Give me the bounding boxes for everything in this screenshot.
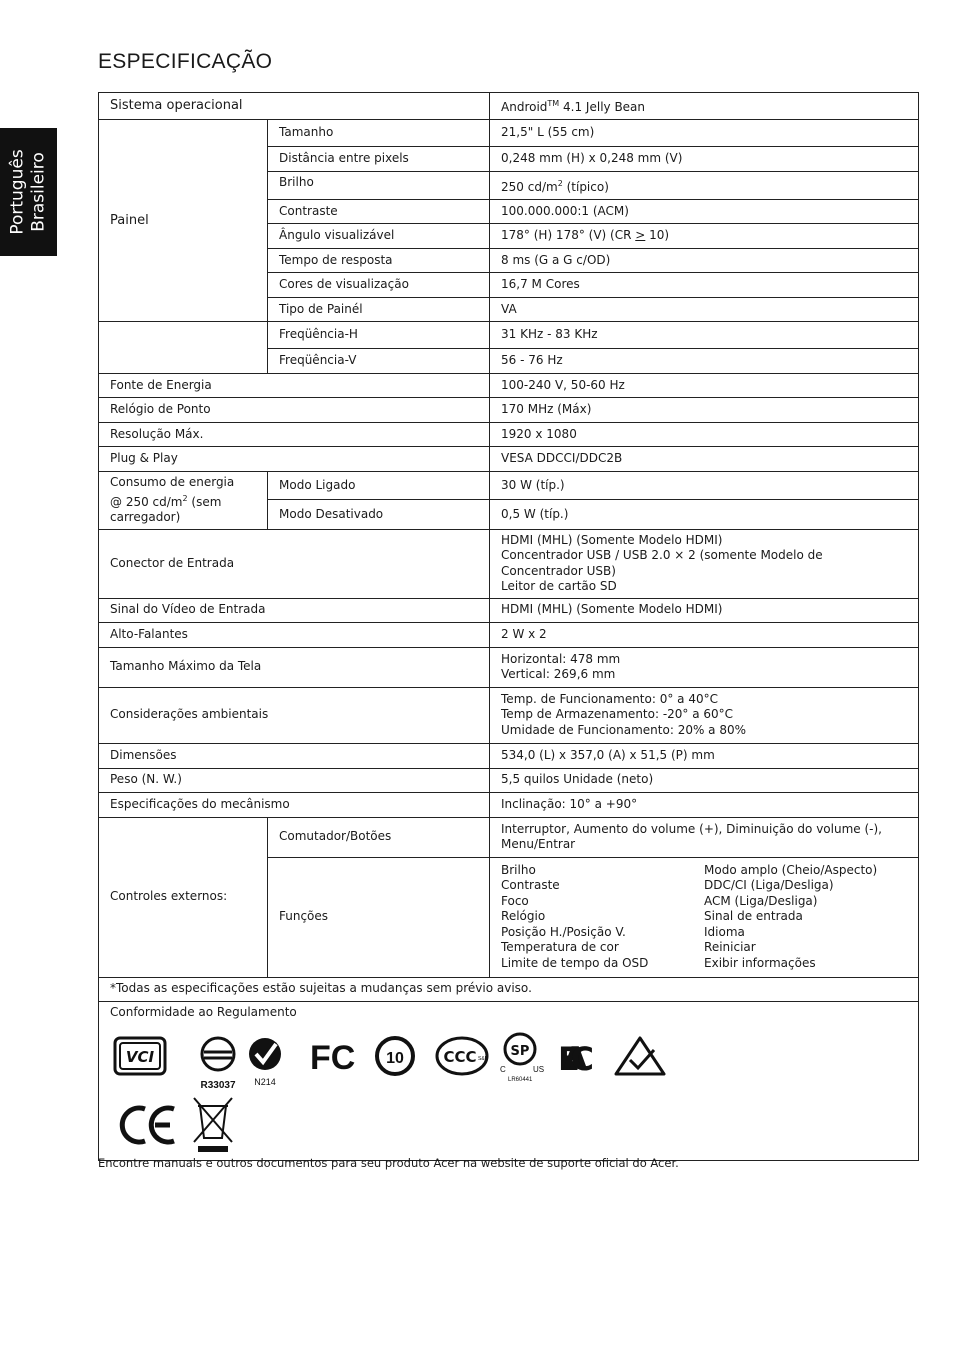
- spec-label: Plug & Play: [99, 447, 490, 472]
- table-row: [99, 472, 919, 500]
- panel-label: Painel: [99, 120, 268, 322]
- panel-item-label: Brilho: [268, 172, 490, 200]
- svg-text:10: 10: [386, 1050, 404, 1067]
- table-row: [99, 398, 919, 423]
- panel-item-label: Tempo de resposta: [268, 249, 490, 273]
- power-mode-value: 0,5 W (típ.): [490, 500, 919, 529]
- env-label: Considerações ambientais: [99, 687, 490, 743]
- table-row: [99, 529, 919, 598]
- screen-value: Horizontal: 478 mm Vertical: 269,6 mm: [490, 647, 919, 687]
- controls-label: Controles externos:: [99, 817, 268, 977]
- table-row: [99, 1001, 919, 1160]
- table-row: [99, 374, 919, 398]
- spec-value: 100-240 V, 50-60 Hz: [490, 374, 919, 398]
- mech-value: Inclinação: 10° a +90°: [490, 792, 919, 817]
- freq-label: Freqüência-V: [268, 349, 490, 374]
- freq-empty-cell: [99, 322, 268, 374]
- video-value: HDMI (MHL) (Somente Modelo HDMI): [490, 598, 919, 622]
- table-row: [99, 622, 919, 647]
- functions-label: Funções: [268, 857, 490, 977]
- spec-value: 1920 x 1080: [490, 423, 919, 447]
- panel-item-value: 0,248 mm (H) x 0,248 mm (V): [490, 147, 919, 172]
- svg-text:SP: SP: [510, 1044, 530, 1059]
- panel-item-label: Contraste: [268, 200, 490, 224]
- spec-value: VESA DDCCI/DDC2B: [490, 447, 919, 472]
- language-tab-line2: Brasileiro: [28, 152, 49, 232]
- language-tab-line1: Português: [7, 149, 28, 235]
- panel-item-label: Tipo de Painél: [268, 298, 490, 322]
- language-tab: [0, 128, 57, 256]
- mech-label: Especificações do mecânismo: [99, 792, 490, 817]
- svg-text:C: C: [500, 1065, 506, 1074]
- panel-item-label: Distância entre pixels: [268, 147, 490, 172]
- panel-item-label: Ângulo visualizável: [268, 224, 490, 249]
- speakers-label: Alto-Falantes: [99, 622, 490, 647]
- speakers-value: 2 W x 2: [490, 622, 919, 647]
- vcci-logo-icon: [115, 1038, 165, 1074]
- eac-logo-icon: [558, 1040, 594, 1078]
- os-label: Sistema operacional: [99, 93, 490, 120]
- svg-text:S&E: S&E: [478, 1056, 489, 1062]
- table-row: [99, 93, 919, 120]
- svg-text:VCI: VCI: [125, 1048, 155, 1066]
- power-mode-value: 30 W (típ.): [490, 472, 919, 500]
- panel-item-value: 21,5" L (55 cm): [490, 120, 919, 147]
- panel-item-label: Cores de visualização: [268, 273, 490, 298]
- freq-value: 56 - 76 Hz: [490, 349, 919, 374]
- dims-value: 534,0 (L) x 357,0 (A) x 51,5 (P) mm: [490, 743, 919, 768]
- dims-label: Dimensões: [99, 743, 490, 768]
- table-row: [99, 647, 919, 687]
- table-row: [99, 322, 919, 349]
- power-mode-label: Modo Desativado: [268, 500, 490, 529]
- svg-text:N214: N214: [254, 1077, 276, 1087]
- weight-label: Peso (N. W.): [99, 768, 490, 792]
- ce-logo-icon: [122, 1108, 174, 1142]
- panel-item-value: 250 $cd/m^2$ (típico): [490, 172, 919, 200]
- page-title: ESPECIFICAÇÃO: [98, 50, 273, 73]
- svg-text:EAC: EAC: [558, 1040, 594, 1078]
- video-label: Sinal do Vídeo de Entrada: [99, 598, 490, 622]
- china-rohs-logo-icon: [377, 1038, 413, 1074]
- panel-item-value: 8 ms (G a G c/OD): [490, 249, 919, 273]
- panel-item-value: 100.000.000:1 (ACM): [490, 200, 919, 224]
- svg-text:R33037: R33037: [200, 1080, 236, 1091]
- spec-label: Fonte de Energia: [99, 374, 490, 398]
- table-row: [99, 687, 919, 743]
- table-row: [99, 977, 919, 1001]
- rcm-logo-icon: [616, 1038, 664, 1074]
- table-row: [99, 743, 919, 768]
- csa-logo-icon: [500, 1034, 544, 1083]
- input-label: Conector de Entrada: [99, 529, 490, 598]
- bsmi-logo-icon: [200, 1038, 235, 1091]
- weee-bin-icon: [194, 1098, 232, 1152]
- compliance-logos: [110, 1024, 846, 1154]
- power-label: Consumo de energia @ 250 $cd/m^2$ (sem carregador): [99, 472, 268, 530]
- env-value: Temp. de Funcionamento: 0° a 40°C Temp de Armazenamento: -20° a 60°C Umidade de Funcionamento: 20% a 80%: [490, 687, 919, 743]
- fcc-logo-icon: [310, 1039, 355, 1077]
- panel-item-value: 178° (H) 178° (V) (CR > 10): [490, 224, 919, 249]
- functions-col1: Brilho Contraste Foco Relógio Posição H./Posição V. Temperatura de cor Limite de tempo da OSD: [501, 862, 649, 970]
- footer-note: Encontre manuals e outros documentos para seu produto Acer na website de suporte oficial do Acer.: [98, 1156, 679, 1170]
- panel-item-value: VA: [490, 298, 919, 322]
- table-row: [99, 423, 919, 447]
- weight-value: 5,5 quilos Unidade (neto): [490, 768, 919, 792]
- switch-label: Comutador/Botões: [268, 817, 490, 857]
- functions-col2: Modo amplo (Cheio/Aspecto) DDC/CI (Liga/Desliga) ACM (Liga/Desliga) Sinal de entrada Idioma Reiniciar Exibir informações: [704, 862, 878, 970]
- spec-label: Relógio de Ponto: [99, 398, 490, 423]
- ccc-logo-icon: [437, 1038, 489, 1074]
- switch-value: Interruptor, Aumento do volume (+), Diminuição do volume (-), Menu/Entrar: [490, 817, 919, 857]
- os-value: Android™ 4.1 Jelly Bean: [490, 93, 919, 120]
- power-mode-label: Modo Ligado: [268, 472, 490, 500]
- table-row: [99, 792, 919, 817]
- svg-text:FC: FC: [310, 1039, 356, 1077]
- freq-label: Freqüência-H: [268, 322, 490, 349]
- panel-item-label: Tamanho: [268, 120, 490, 147]
- screen-label: Tamanho Máximo da Tela: [99, 647, 490, 687]
- spec-table: [98, 92, 919, 1161]
- table-row: [99, 120, 919, 147]
- c-tick-logo-icon: [249, 1038, 281, 1087]
- input-value: HDMI (MHL) (Somente Modelo HDMI) Concentrador USB / USB 2.0 × 2 (somente Modelo de Concentrador USB) Leitor de cartão SD: [490, 529, 919, 598]
- panel-item-value: 16,7 M Cores: [490, 273, 919, 298]
- svg-text:LR60441: LR60441: [508, 1077, 533, 1083]
- table-row: [99, 598, 919, 622]
- svg-text:CCC: CCC: [443, 1048, 477, 1066]
- compliance-cell: [99, 1001, 919, 1160]
- svg-text:US: US: [533, 1065, 545, 1074]
- functions-value: [490, 857, 919, 977]
- table-row: [99, 447, 919, 472]
- compliance-label: Conformidade ao Regulamento: [110, 1004, 297, 1019]
- table-row: [99, 768, 919, 792]
- freq-value: 31 KHz - 83 KHz: [490, 322, 919, 349]
- table-row: [99, 817, 919, 857]
- spec-label: Resolução Máx.: [99, 423, 490, 447]
- note: *Todas as especificações estão sujeitas a mudanças sem prévio aviso.: [99, 977, 919, 1001]
- spec-value: 170 MHz (Máx): [490, 398, 919, 423]
